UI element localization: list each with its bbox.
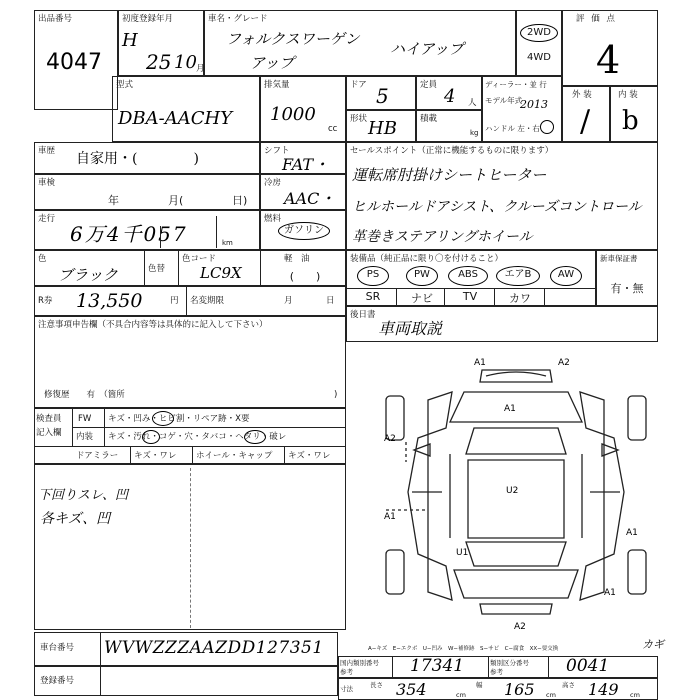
doors-label: ドア — [350, 80, 367, 90]
mark-a2-left: A2 — [384, 434, 396, 444]
rear-label: 後日書 — [350, 310, 376, 320]
shift-label: シフト — [264, 146, 290, 156]
equipment-navi: ナビ — [411, 292, 433, 305]
check-row-1 — [72, 427, 346, 428]
color-code-value: LC9X — [200, 264, 242, 282]
width-value: 165 — [504, 680, 535, 699]
class-div-2 — [488, 656, 489, 678]
mark-a1-rear-right: A1 — [604, 588, 616, 598]
color-divider-3 — [260, 250, 261, 286]
rating-value: 4 — [596, 38, 621, 82]
usage-label: 車歴 — [38, 146, 56, 156]
equipment-row-divider — [346, 288, 596, 289]
load-unit: kg — [470, 129, 479, 137]
shift-value: FAT・ — [282, 155, 330, 174]
fuel-gasoline-circled: ガソリン — [278, 222, 330, 240]
vin-value: WVWZZZAAZDD127351 — [104, 638, 324, 658]
exterior-label: 外 装 — [572, 90, 592, 100]
mileage-unit: km — [222, 239, 233, 247]
grade-name: ハイアップ — [390, 40, 464, 58]
displacement-unit: cc — [328, 124, 338, 134]
maker-name: フォルクスワーゲン — [226, 30, 360, 48]
inspection-month-unit: 月( — [168, 194, 184, 207]
inspection-label: 車検 — [38, 178, 56, 188]
lot-label: 出品番号 — [38, 14, 73, 24]
mark-u2-roof: U2 — [506, 486, 519, 496]
recycle-value: 13,550 — [76, 290, 143, 312]
equipment-sr: SR — [365, 290, 381, 303]
shape-label: 形状 — [350, 114, 368, 124]
displacement-label: 排気量 — [264, 80, 290, 90]
check-interior-text: キズ・汚れ・コゲ・穴・タバコ・ヘタリ・破レ — [108, 432, 287, 442]
color-code-label: 色コード — [182, 254, 217, 264]
tax-label: 名変期限 — [190, 296, 225, 306]
check-div-d — [192, 446, 193, 464]
rear-value: 車両取説 — [378, 319, 443, 338]
registration-box — [34, 666, 338, 696]
capacity-unit: 人 — [468, 98, 477, 108]
color-label: 色 — [38, 254, 47, 264]
drive-4wd: 4WD — [527, 52, 551, 63]
registration-label: 登録番号 — [40, 676, 75, 686]
doors-value: 5 — [376, 84, 389, 108]
type-value: DBA-AACHY — [118, 108, 233, 129]
eq-div-1 — [396, 288, 397, 306]
mark-a2-top: A2 — [558, 358, 570, 368]
check-div-e — [284, 446, 285, 464]
check-interior: 内装 — [76, 432, 94, 442]
notes-dash-divider — [190, 468, 191, 628]
sales-point-3: 革巻きステアリングホイール — [352, 229, 533, 245]
model-year-value: 2013 — [520, 98, 548, 111]
class-value: 17341 — [410, 656, 465, 676]
width-label: 幅 — [476, 681, 483, 689]
equipment-aw-circled: AW — [550, 266, 582, 286]
rating-label: 評 価 点 — [576, 14, 617, 24]
category-sub: 参考 — [490, 668, 503, 676]
check-fw-text: キズ・凹み・ヒビ割・リペア跡・X要 — [108, 414, 250, 424]
class-div-1 — [392, 656, 393, 678]
check-tobacco-circled — [244, 430, 266, 444]
tax-day-unit: 日 — [326, 296, 335, 306]
warranty-label: 新車保証書 — [600, 254, 638, 263]
eq-div-4 — [544, 288, 545, 306]
check-label-1: 検査員 — [36, 414, 62, 424]
category-label: 類別区分番号 — [490, 659, 529, 667]
length-unit: cm — [456, 691, 466, 699]
equipment-tv: TV — [462, 290, 478, 303]
mark-a1-hood: A1 — [504, 404, 516, 414]
mileage-divider — [160, 226, 161, 248]
category-value: 0041 — [566, 656, 610, 676]
mark-a1-right: A1 — [626, 528, 638, 538]
mark-u1-rear: U1 — [456, 548, 469, 558]
inspector-note-2: 各キズ、凹 — [40, 511, 111, 527]
eq-div-2 — [444, 288, 445, 306]
color-divider-1 — [144, 250, 145, 286]
check-dent-circled — [152, 411, 174, 426]
height-unit: cm — [630, 691, 640, 699]
eq-div-3 — [494, 288, 495, 306]
model-year-label: モデル年式 — [485, 96, 523, 105]
recycle-divider — [186, 286, 187, 316]
era: H — [122, 30, 138, 51]
shape-value: HB — [368, 118, 397, 139]
size-label: 寸法 — [340, 685, 353, 693]
tax-month-unit: 月 — [284, 296, 293, 306]
check-mirror-text: キズ・ワレ — [134, 451, 177, 461]
fuel-label: 燃料 — [264, 214, 282, 224]
aircon-value: AAC・ — [284, 189, 336, 208]
repair-close-paren: ) — [334, 390, 338, 400]
capacity-value: 4 — [444, 86, 456, 107]
mileage-value: 6万4千057 — [70, 222, 188, 246]
color-value: ブラック — [58, 266, 118, 284]
interior-grade: b — [622, 106, 639, 136]
light-oil-label: 軽 油 — [284, 254, 310, 264]
length-label: 長さ — [370, 681, 383, 689]
inspector-note-1: 下回りスレ、凹 — [38, 488, 128, 503]
check-fw: FW — [78, 414, 92, 424]
exterior-grade: / — [580, 104, 591, 139]
drive-box — [516, 10, 562, 76]
vin-divider — [100, 632, 101, 666]
load-label: 積載 — [420, 114, 438, 124]
check-stain-circled — [142, 430, 160, 444]
reg-year: 25 — [146, 50, 172, 74]
mark-a1-top: A1 — [474, 358, 486, 368]
equipment-label: 装備品（純正品に限り〇を付けること） — [350, 254, 504, 264]
recycle-unit: 円 — [170, 296, 179, 306]
check-row-2 — [34, 446, 346, 447]
repair-history-label: 修復歴 有 （箇所 — [44, 390, 125, 400]
sales-point-2: ヒルホールドアシスト、クルーズコントロール — [352, 199, 642, 215]
mileage-divider-2 — [216, 216, 217, 248]
displacement-value: 1000 — [270, 104, 316, 125]
check-label-2: 記入欄 — [36, 428, 62, 438]
notes-label: 注意事項申告欄（不具合内容等は具体的に記入して下さい） — [38, 320, 268, 330]
drive-2wd-circled: 2WD — [520, 24, 558, 42]
equipment-leather: カワ — [509, 292, 531, 305]
light-oil-paren: ( ) — [289, 270, 321, 283]
inspection-year-unit: 年 — [108, 194, 119, 207]
month-unit: 月 — [196, 64, 205, 74]
car-diagram — [346, 342, 658, 630]
mark-a2-rear: A2 — [514, 622, 526, 632]
equipment-airbag-circled: エアB — [496, 266, 540, 286]
type-label: 型式 — [116, 80, 134, 90]
class-label: 国内類別番号 — [340, 659, 379, 667]
interior-label: 内 装 — [618, 90, 638, 100]
dealer-label: ディーラー・並 行 — [485, 80, 547, 89]
recycle-label: R券 — [38, 296, 53, 306]
warranty-value: 有・無 — [610, 282, 644, 295]
damage-legend: A−キズ E−エクボ U−凹み W−補修跡 S−サビ C−腐食 XX−要交換 — [368, 646, 559, 652]
class-sub: 参考 — [340, 668, 353, 676]
equipment-pw-circled: PW — [406, 266, 438, 286]
check-mirror: ドアミラー — [76, 451, 119, 461]
capacity-label: 定員 — [420, 80, 438, 90]
width-unit: cm — [546, 691, 556, 699]
sales-points-label: セールスポイント（正常に機能するものに限ります） — [350, 146, 554, 156]
first-registration-label: 初度登録年月 — [122, 14, 174, 24]
model-name: アップ — [250, 54, 294, 72]
vin-label: 車台番号 — [40, 643, 75, 653]
lot-number: 4047 — [46, 50, 102, 75]
inspection-day-unit: 日) — [232, 194, 248, 207]
mileage-label: 走行 — [38, 214, 56, 224]
handle-right-circled — [540, 120, 554, 134]
check-wheel-text: キズ・ワレ — [288, 451, 331, 461]
check-wheel: ホイール・キャップ — [196, 451, 273, 461]
sales-point-1: 運転席肘掛けシートヒーター — [352, 166, 547, 184]
color-divider-2 — [178, 250, 179, 286]
equipment-ps-circled: PS — [357, 266, 389, 286]
maker-grade-label: 車名・グレード — [208, 14, 268, 24]
height-label: 高さ — [562, 681, 575, 689]
inspection-box — [34, 174, 260, 210]
height-value: 149 — [588, 680, 619, 699]
check-div-c — [130, 446, 131, 464]
color-change-label: 色替 — [148, 264, 166, 274]
reg-divider — [100, 666, 101, 696]
equipment-abs-circled: ABS — [448, 266, 488, 286]
aircon-label: 冷房 — [264, 178, 282, 188]
reg-month: 10 — [174, 52, 197, 73]
handle-label: ハンドル 左・右 — [485, 124, 540, 133]
length-value: 354 — [396, 680, 427, 699]
mark-a1-left: A1 — [384, 512, 396, 522]
usage-value: 自家用・( ) — [76, 151, 199, 167]
key-note: カギ — [642, 638, 664, 651]
class-div-3 — [548, 656, 549, 678]
